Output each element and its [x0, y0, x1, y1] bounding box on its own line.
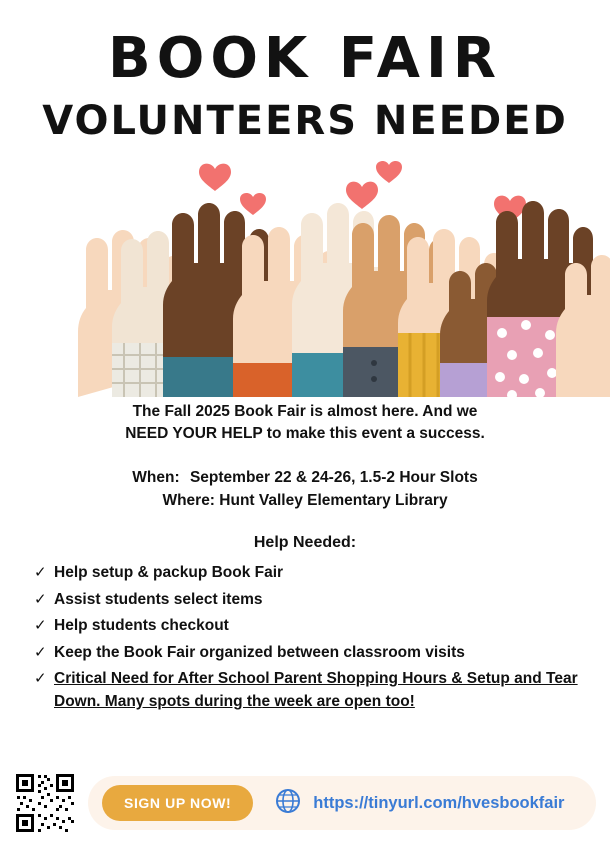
list-item [34, 589, 588, 611]
signup-url-link[interactable]: https://tinyurl.com/hvesbookfair [313, 793, 565, 812]
check-icon: ✓ [34, 590, 47, 608]
list-item-label: Critical Need for After School Parent Shopping Hours & Setup and Tear Down. Many spots during the week are open too! [54, 670, 578, 710]
list-item-label: Keep the Book Fair organized between classroom visits [54, 643, 465, 661]
when-value: September 22 & 24-26, 1.5-2 Hour Slots [189, 468, 478, 486]
intro-line-2: NEED YOUR HELP to make this event a success. [125, 425, 485, 443]
list-item-label: Help setup & packup Book Fair [54, 564, 284, 582]
list-item [34, 615, 588, 637]
where-line: Where: Hunt Valley Elementary Library [162, 491, 448, 509]
list-item [34, 642, 588, 664]
page-subtitle: VOLUNTEERS NEEDED [42, 97, 568, 144]
sign-up-button[interactable]: SIGN UP NOW! [102, 785, 253, 821]
list-item [34, 668, 588, 713]
intro-line-1: The Fall 2025 Book Fair is almost here. And we [132, 402, 478, 420]
help-needed-list [0, 562, 610, 713]
intro-text [0, 401, 610, 446]
check-icon: ✓ [34, 670, 47, 688]
signup-bar [88, 776, 596, 830]
when-label: When: [132, 468, 180, 486]
check-icon: ✓ [34, 643, 47, 661]
when-line [40, 466, 570, 489]
check-icon: ✓ [34, 564, 47, 582]
raised-hands-illustration [0, 157, 610, 397]
list-item-label: Assist students select items [54, 590, 263, 608]
footer [0, 769, 610, 837]
list-item [34, 562, 588, 584]
qr-code-icon[interactable] [14, 772, 76, 834]
help-needed-heading: Help Needed: [253, 534, 357, 552]
list-item-label: Help students checkout [54, 617, 229, 635]
check-icon: ✓ [34, 617, 47, 635]
globe-icon [275, 788, 301, 819]
title-block [0, 0, 610, 143]
when-where-block [0, 466, 610, 513]
page-title: BOOK FAIR [108, 26, 502, 91]
